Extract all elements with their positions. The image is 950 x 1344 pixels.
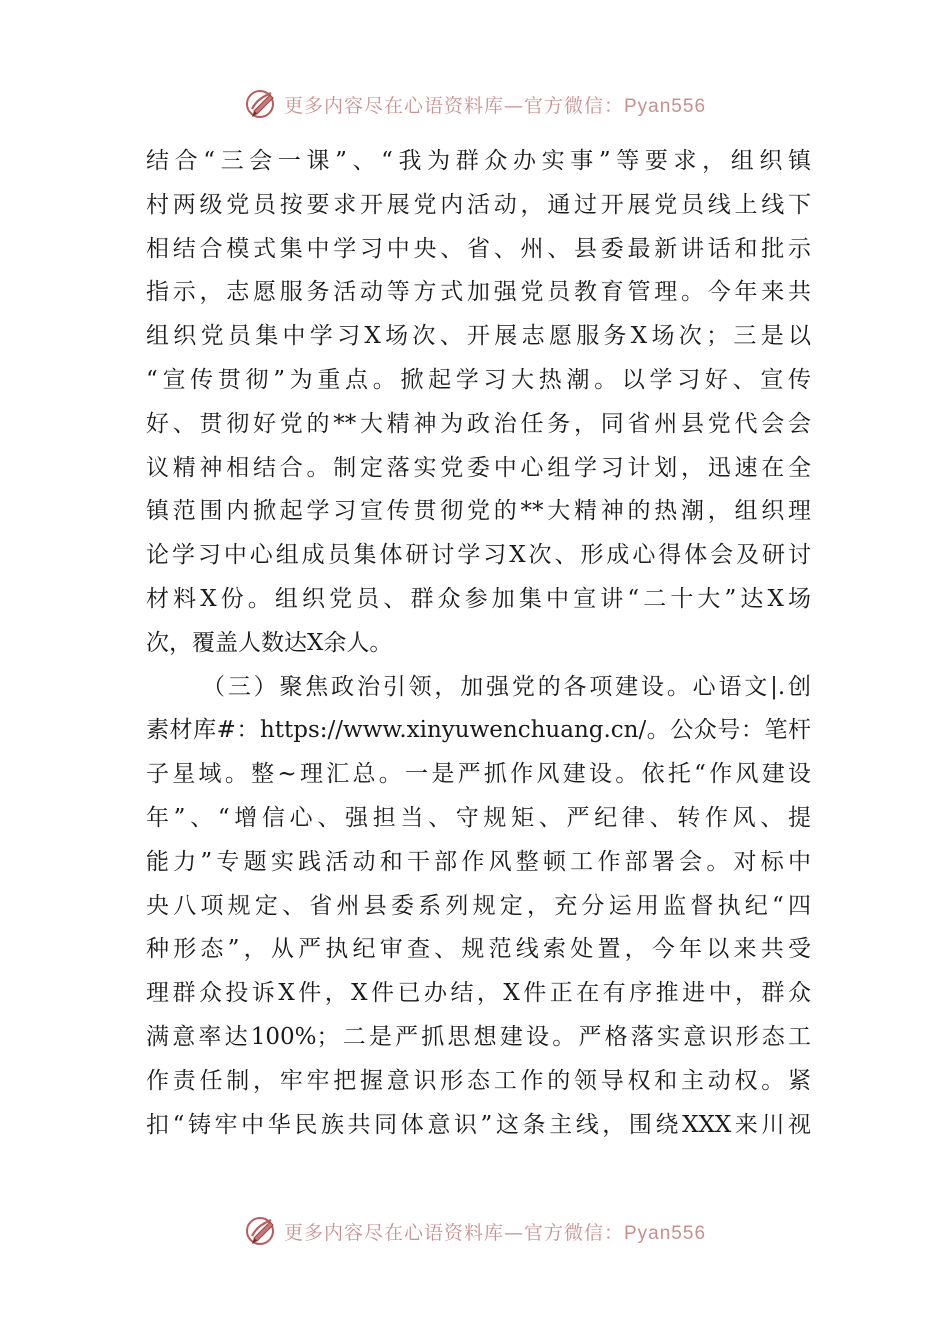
text-line: 结合“三会一课”、“我为群众办实事”等要求，组织镇 [146,148,811,174]
text-line: 村两级党员按要求开展党内活动，通过开展党员线上线下 [146,191,811,218]
text-line: 镇范围内掀起学习宣传贯彻党的**大精神的热潮，组织理 [146,498,811,525]
paragraph-1 [146,140,811,666]
header-banner [0,84,950,124]
text-line: 指示，志愿服务活动等方式加强党员教育管理。今年来共 [146,279,811,306]
text-line: 好、贯彻好党的**大精神为政治任务，同省州县党代会会 [146,410,811,437]
pen-logo-icon [244,1214,278,1248]
pen-logo-icon [244,87,278,121]
text-line: 理群众投诉X件，X件已办结，X件正在有序推进中，群众 [146,980,811,1007]
banner-text: 更多内容尽在心语资料库—官方微信：Pyan556 [283,1221,707,1244]
header-banner-inner [244,87,706,121]
text-line: 议精神相结合。制定落实党委中心组学习计划，迅速在全 [146,454,811,481]
text-line: “宣传贯彻”为重点。掀起学习大热潮。以学习好、宣传 [146,366,811,393]
text-line: 次，覆盖人数达X余人。 [146,629,393,656]
text-line: 素材库#：https://www.xinyuwenchuang.cn/。公众号：笔杆 [146,717,811,744]
banner-text: 更多内容尽在心语资料库—官方微信：Pyan556 [283,94,707,117]
text-line: 能力”专题实践活动和干部作风整顿工作部署会。对标中 [146,848,811,875]
text-line: （三）聚焦政治引领，加强党的各项建设。心语文|.创 [202,673,811,700]
text-line: 论学习中心组成员集体研讨学习X次、形成心得体会及研讨 [146,542,811,569]
text-line: 相结合模式集中学习中央、省、州、县委最新讲话和批示 [146,235,811,262]
text-line: 子星域。整~理汇总。一是严抓作风建设。依托“作风建设 [146,761,811,788]
text-line: 年”、“增信心、强担当、守规矩、严纪律、转作风、提 [146,804,811,831]
text-line: 材料X份。组织党员、群众参加集中宣讲“二十大”达X场 [146,585,811,612]
text-line: 满意率达100%；二是严抓思想建设。严格落实意识形态工 [146,1023,811,1050]
paragraph-2 [146,666,811,1148]
footer-banner-inner [244,1214,706,1248]
text-line: 作责任制，牢牢把握意识形态工作的领导权和主动权。紧 [146,1067,811,1094]
text-line: 组织党员集中学习X场次、开展志愿服务X场次；三是以 [146,323,811,350]
document-body [146,140,811,1147]
text-line: 扣“铸牢中华民族共同体意识”这条主线，围绕XXX来川视 [146,1111,811,1138]
wechat-id: Pyan556 [624,1222,707,1244]
footer-banner [0,1211,950,1251]
text-line: 种形态”，从严执纪审查、规范线索处置，今年以来共受 [146,936,811,963]
text-line: 央八项规定、省州县委系列规定，充分运用监督执纪“四 [146,892,811,919]
wechat-id: Pyan556 [624,95,707,117]
